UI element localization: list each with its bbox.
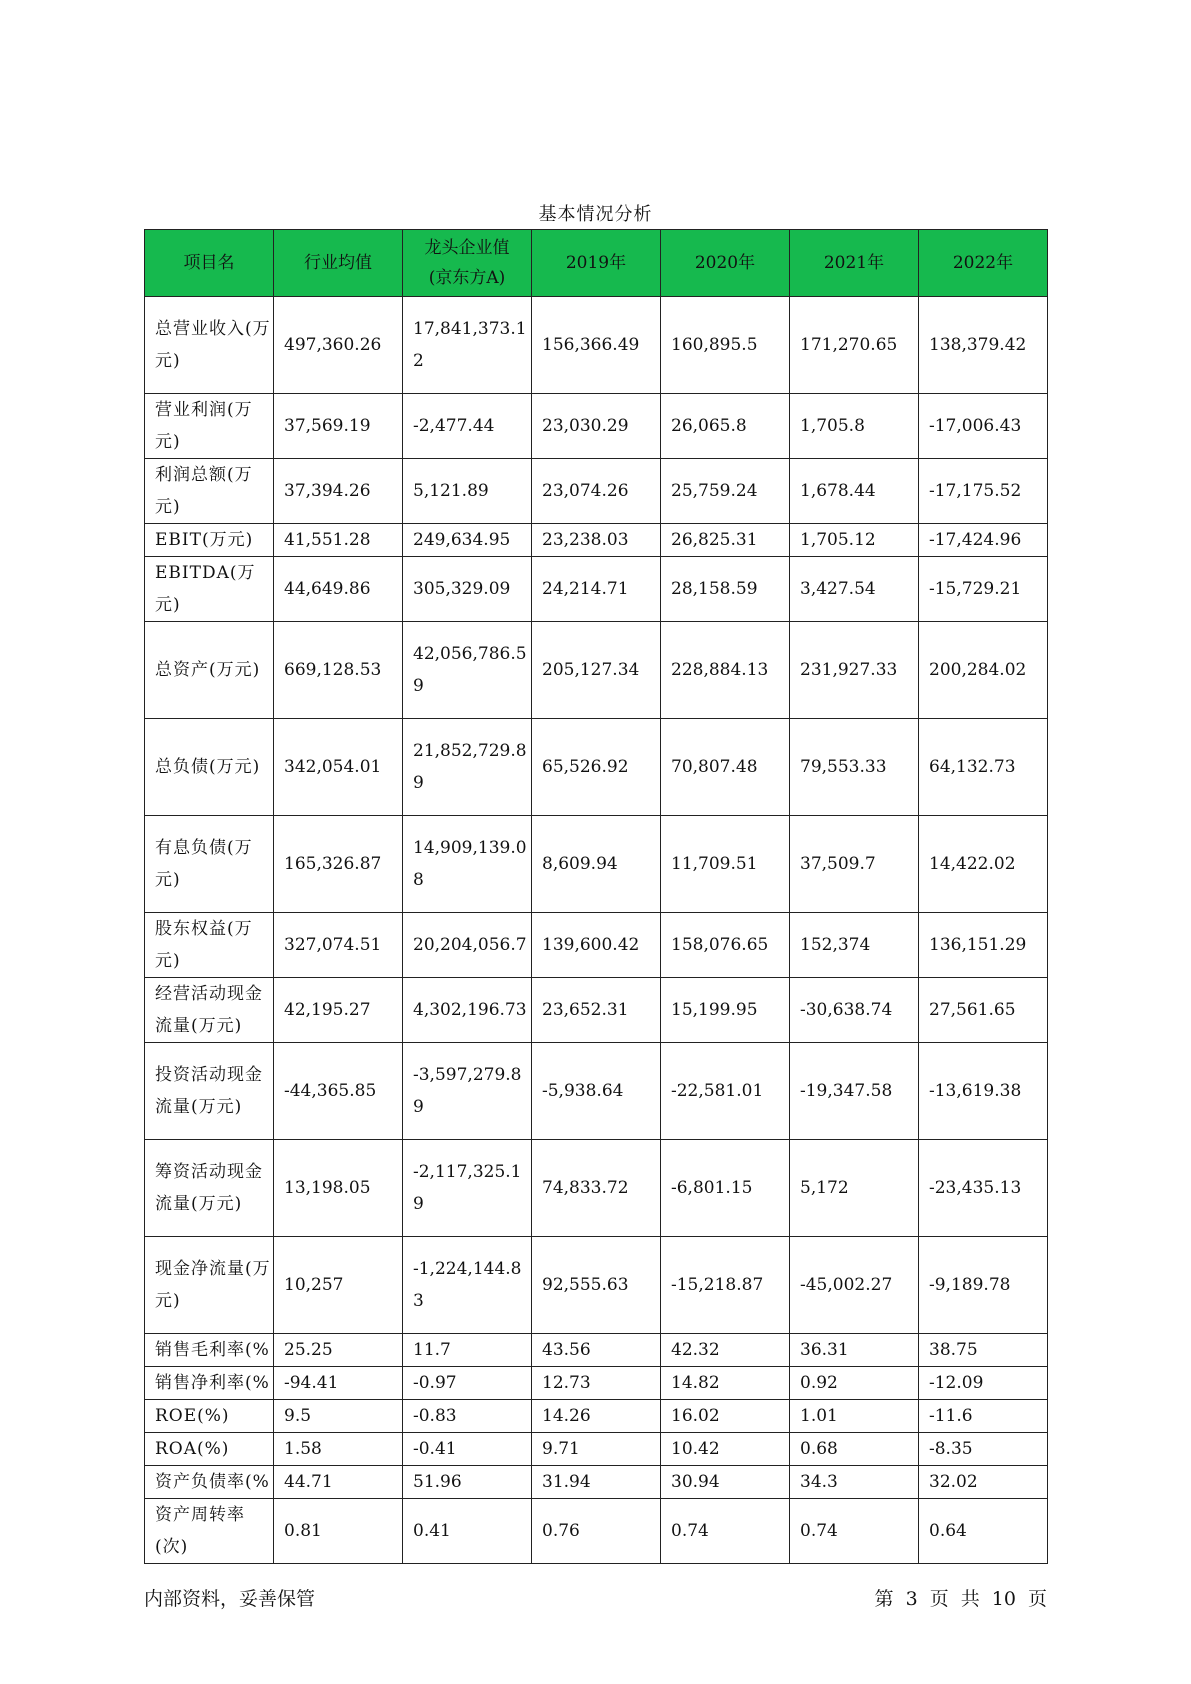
cell-value: 0.64 xyxy=(919,1499,1048,1564)
table-row xyxy=(145,816,1048,913)
header-2019: 2019年 xyxy=(532,230,661,297)
cell-value: 20,204,056.7 xyxy=(403,913,532,978)
cell-value: 16.02 xyxy=(661,1400,790,1433)
row-label: 现金净流量(万元) xyxy=(145,1237,274,1334)
cell-value: 1,705.8 xyxy=(790,394,919,459)
cell-value: 42,056,786.59 xyxy=(403,622,532,719)
header-leader-value: 龙头企业值 (京东方A) xyxy=(403,230,532,297)
cell-value: 9.5 xyxy=(274,1400,403,1433)
cell-value: 38.75 xyxy=(919,1334,1048,1367)
table-row xyxy=(145,1433,1048,1466)
cell-value: 11,709.51 xyxy=(661,816,790,913)
cell-value: 0.41 xyxy=(403,1499,532,1564)
cell-value: 0.81 xyxy=(274,1499,403,1564)
row-label: 经营活动现金流量(万元) xyxy=(145,978,274,1043)
cell-value: 165,326.87 xyxy=(274,816,403,913)
row-label: EBIT(万元) xyxy=(145,524,274,557)
cell-value: 0.74 xyxy=(790,1499,919,1564)
cell-value: -17,424.96 xyxy=(919,524,1048,557)
row-label: ROE(%) xyxy=(145,1400,274,1433)
cell-value: 42,195.27 xyxy=(274,978,403,1043)
row-label: 总资产(万元) xyxy=(145,622,274,719)
cell-value: 26,065.8 xyxy=(661,394,790,459)
table-row xyxy=(145,1140,1048,1237)
table-row xyxy=(145,297,1048,394)
analysis-table xyxy=(144,229,1048,1564)
cell-value: 30.94 xyxy=(661,1466,790,1499)
cell-value: -15,218.87 xyxy=(661,1237,790,1334)
cell-value: 0.68 xyxy=(790,1433,919,1466)
row-label: 营业利润(万元) xyxy=(145,394,274,459)
cell-value: 152,374 xyxy=(790,913,919,978)
table-row xyxy=(145,622,1048,719)
cell-value: 0.76 xyxy=(532,1499,661,1564)
cell-value: 23,652.31 xyxy=(532,978,661,1043)
cell-value: -11.6 xyxy=(919,1400,1048,1433)
cell-value: 25,759.24 xyxy=(661,459,790,524)
cell-value: 31.94 xyxy=(532,1466,661,1499)
cell-value: 26,825.31 xyxy=(661,524,790,557)
cell-value: 37,569.19 xyxy=(274,394,403,459)
table-row xyxy=(145,1400,1048,1433)
cell-value: 51.96 xyxy=(403,1466,532,1499)
footer-page-number: 第 3 页 共 10 页 xyxy=(874,1588,1047,1610)
cell-value: 15,199.95 xyxy=(661,978,790,1043)
cell-value: 327,074.51 xyxy=(274,913,403,978)
cell-value: 342,054.01 xyxy=(274,719,403,816)
cell-value: 92,555.63 xyxy=(532,1237,661,1334)
cell-value: 669,128.53 xyxy=(274,622,403,719)
cell-value: 13,198.05 xyxy=(274,1140,403,1237)
cell-value: 25.25 xyxy=(274,1334,403,1367)
cell-value: 24,214.71 xyxy=(532,557,661,622)
cell-value: 156,366.49 xyxy=(532,297,661,394)
cell-value: 34.3 xyxy=(790,1466,919,1499)
table-caption: 基本情况分析 xyxy=(538,204,653,225)
row-label: ROA(%) xyxy=(145,1433,274,1466)
row-label: 有息负债(万元) xyxy=(145,816,274,913)
cell-value: 21,852,729.89 xyxy=(403,719,532,816)
cell-value: -94.41 xyxy=(274,1367,403,1400)
cell-value: 9.71 xyxy=(532,1433,661,1466)
cell-value: -0.97 xyxy=(403,1367,532,1400)
cell-value: 44.71 xyxy=(274,1466,403,1499)
cell-value: 17,841,373.12 xyxy=(403,297,532,394)
row-label: 投资活动现金流量(万元) xyxy=(145,1043,274,1140)
table-row xyxy=(145,459,1048,524)
cell-value: -23,435.13 xyxy=(919,1140,1048,1237)
row-label: 利润总额(万元) xyxy=(145,459,274,524)
cell-value: -1,224,144.83 xyxy=(403,1237,532,1334)
cell-value: -30,638.74 xyxy=(790,978,919,1043)
cell-value: 11.7 xyxy=(403,1334,532,1367)
cell-value: 70,807.48 xyxy=(661,719,790,816)
table-row xyxy=(145,978,1048,1043)
cell-value: 160,895.5 xyxy=(661,297,790,394)
cell-value: 1,678.44 xyxy=(790,459,919,524)
cell-value: -15,729.21 xyxy=(919,557,1048,622)
header-item-name: 项目名 xyxy=(145,230,274,297)
cell-value: -5,938.64 xyxy=(532,1043,661,1140)
header-2020: 2020年 xyxy=(661,230,790,297)
cell-value: 139,600.42 xyxy=(532,913,661,978)
cell-value: -45,002.27 xyxy=(790,1237,919,1334)
cell-value: 14.82 xyxy=(661,1367,790,1400)
row-label: 资产周转率(次) xyxy=(145,1499,274,1564)
cell-value: -17,175.52 xyxy=(919,459,1048,524)
cell-value: 1.01 xyxy=(790,1400,919,1433)
cell-value: -0.41 xyxy=(403,1433,532,1466)
row-label: 销售毛利率(% xyxy=(145,1334,274,1367)
cell-value: 74,833.72 xyxy=(532,1140,661,1237)
table-row xyxy=(145,1237,1048,1334)
cell-value: 8,609.94 xyxy=(532,816,661,913)
cell-value: 32.02 xyxy=(919,1466,1048,1499)
cell-value: 171,270.65 xyxy=(790,297,919,394)
cell-value: -19,347.58 xyxy=(790,1043,919,1140)
table-row xyxy=(145,1043,1048,1140)
cell-value: -8.35 xyxy=(919,1433,1048,1466)
header-row xyxy=(145,230,1048,297)
cell-value: 305,329.09 xyxy=(403,557,532,622)
cell-value: 64,132.73 xyxy=(919,719,1048,816)
table-row xyxy=(145,1334,1048,1367)
cell-value: 158,076.65 xyxy=(661,913,790,978)
cell-value: -22,581.01 xyxy=(661,1043,790,1140)
footer-confidential: 内部资料，妥善保管 xyxy=(144,1588,316,1610)
cell-value: 497,360.26 xyxy=(274,297,403,394)
cell-value: 37,394.26 xyxy=(274,459,403,524)
cell-value: 79,553.33 xyxy=(790,719,919,816)
table-row xyxy=(145,1499,1048,1564)
cell-value: 1,705.12 xyxy=(790,524,919,557)
cell-value: -2,477.44 xyxy=(403,394,532,459)
cell-value: 28,158.59 xyxy=(661,557,790,622)
row-label: 资产负债率(% xyxy=(145,1466,274,1499)
table-row xyxy=(145,557,1048,622)
cell-value: 136,151.29 xyxy=(919,913,1048,978)
row-label: EBITDA(万元) xyxy=(145,557,274,622)
cell-value: 14,422.02 xyxy=(919,816,1048,913)
table-row xyxy=(145,913,1048,978)
row-label: 总负债(万元) xyxy=(145,719,274,816)
table-row xyxy=(145,394,1048,459)
table-row xyxy=(145,719,1048,816)
header-industry-avg: 行业均值 xyxy=(274,230,403,297)
cell-value: 27,561.65 xyxy=(919,978,1048,1043)
cell-value: 12.73 xyxy=(532,1367,661,1400)
row-label: 股东权益(万元) xyxy=(145,913,274,978)
cell-value: 65,526.92 xyxy=(532,719,661,816)
cell-value: 14,909,139.08 xyxy=(403,816,532,913)
cell-value: 14.26 xyxy=(532,1400,661,1433)
cell-value: -13,619.38 xyxy=(919,1043,1048,1140)
cell-value: 10,257 xyxy=(274,1237,403,1334)
cell-value: 37,509.7 xyxy=(790,816,919,913)
cell-value: 23,238.03 xyxy=(532,524,661,557)
cell-value: 5,172 xyxy=(790,1140,919,1237)
cell-value: 228,884.13 xyxy=(661,622,790,719)
cell-value: 1.58 xyxy=(274,1433,403,1466)
header-2021: 2021年 xyxy=(790,230,919,297)
cell-value: -12.09 xyxy=(919,1367,1048,1400)
cell-value: 23,030.29 xyxy=(532,394,661,459)
cell-value: 36.31 xyxy=(790,1334,919,1367)
table-row xyxy=(145,1367,1048,1400)
cell-value: 0.74 xyxy=(661,1499,790,1564)
row-label: 筹资活动现金流量(万元) xyxy=(145,1140,274,1237)
cell-value: -0.83 xyxy=(403,1400,532,1433)
cell-value: 0.92 xyxy=(790,1367,919,1400)
cell-value: 23,074.26 xyxy=(532,459,661,524)
cell-value: 42.32 xyxy=(661,1334,790,1367)
cell-value: 138,379.42 xyxy=(919,297,1048,394)
cell-value: 10.42 xyxy=(661,1433,790,1466)
row-label: 销售净利率(% xyxy=(145,1367,274,1400)
cell-value: 200,284.02 xyxy=(919,622,1048,719)
cell-value: -3,597,279.89 xyxy=(403,1043,532,1140)
row-label: 总营业收入(万元) xyxy=(145,297,274,394)
cell-value: -2,117,325.19 xyxy=(403,1140,532,1237)
cell-value: 3,427.54 xyxy=(790,557,919,622)
table-row xyxy=(145,1466,1048,1499)
cell-value: -17,006.43 xyxy=(919,394,1048,459)
cell-value: 231,927.33 xyxy=(790,622,919,719)
cell-value: 43.56 xyxy=(532,1334,661,1367)
cell-value: -44,365.85 xyxy=(274,1043,403,1140)
cell-value: 41,551.28 xyxy=(274,524,403,557)
table-row xyxy=(145,524,1048,557)
cell-value: -9,189.78 xyxy=(919,1237,1048,1334)
header-2022: 2022年 xyxy=(919,230,1048,297)
cell-value: 205,127.34 xyxy=(532,622,661,719)
cell-value: -6,801.15 xyxy=(661,1140,790,1237)
cell-value: 44,649.86 xyxy=(274,557,403,622)
cell-value: 5,121.89 xyxy=(403,459,532,524)
cell-value: 249,634.95 xyxy=(403,524,532,557)
cell-value: 4,302,196.73 xyxy=(403,978,532,1043)
